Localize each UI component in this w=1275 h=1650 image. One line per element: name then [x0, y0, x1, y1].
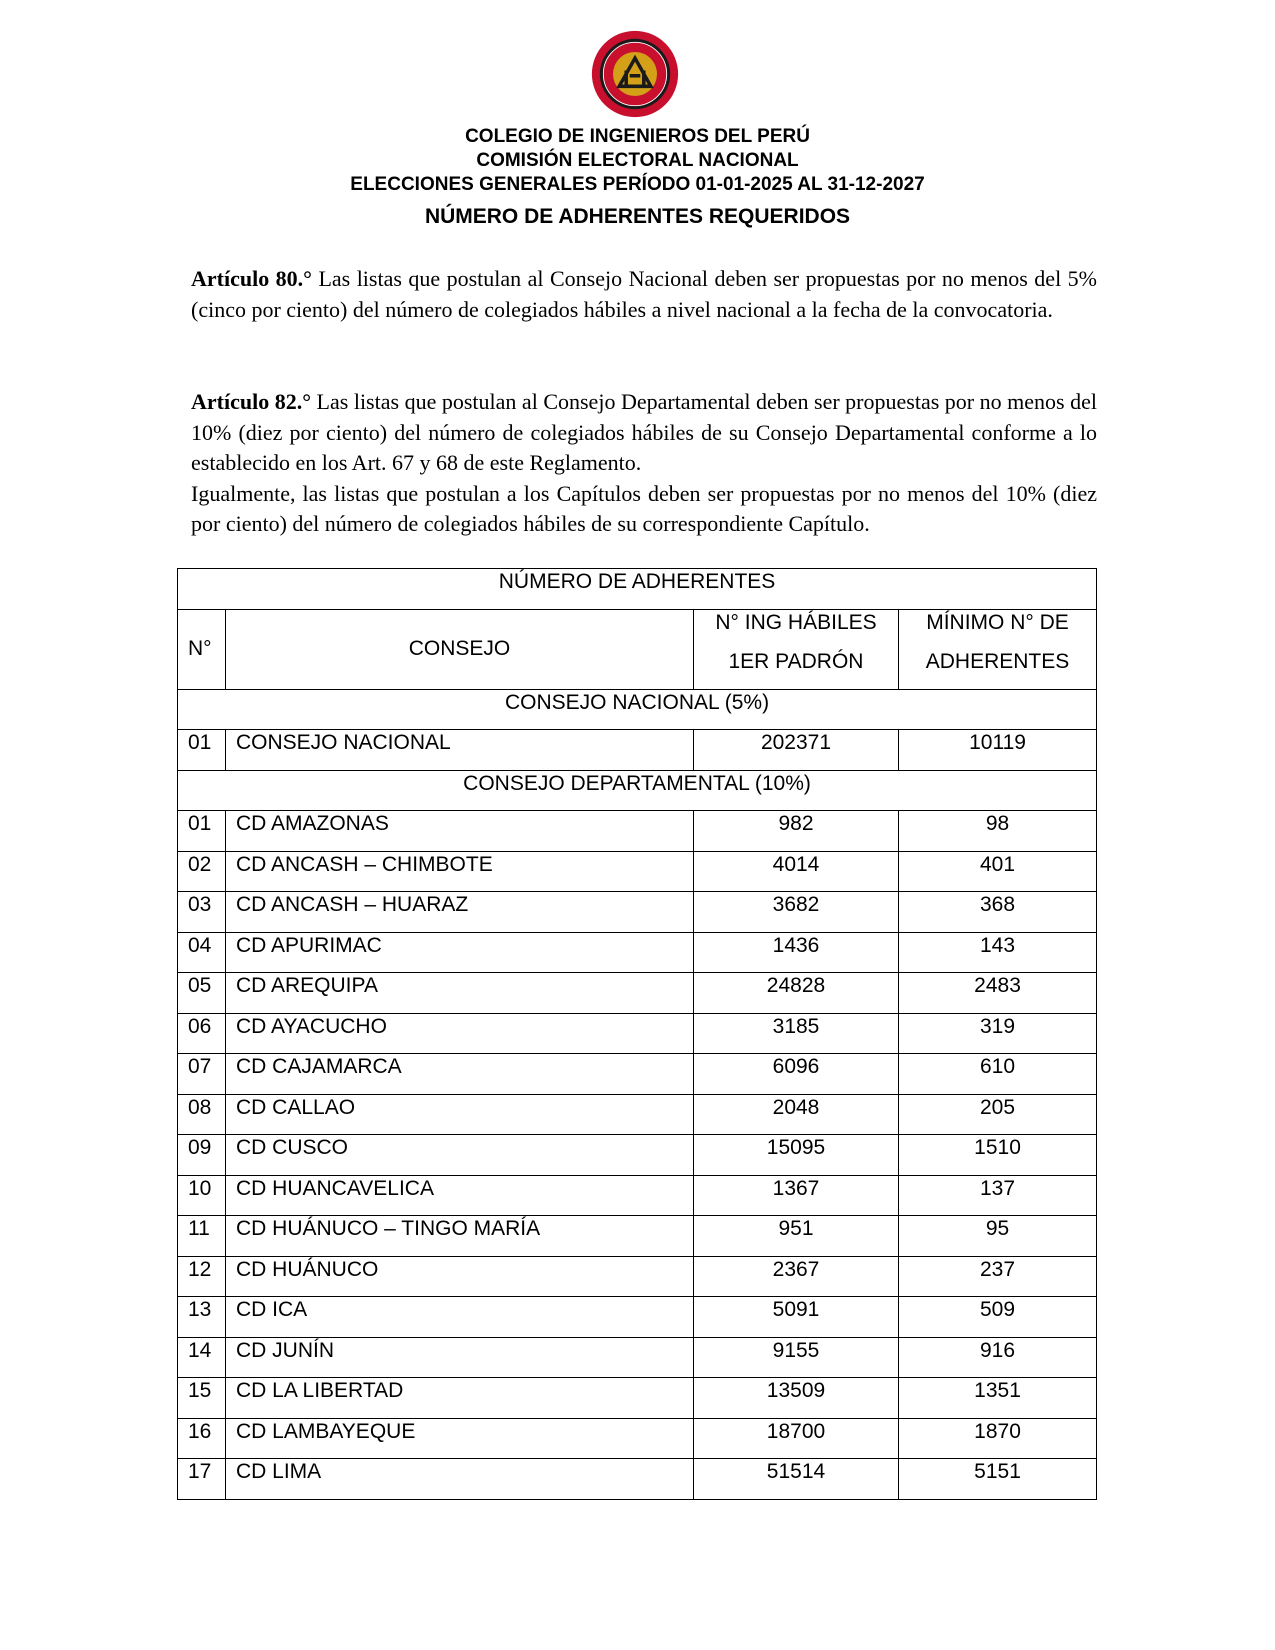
- row-consejo: CD HUANCAVELICA: [226, 1175, 694, 1216]
- table-header-row: [178, 609, 1097, 649]
- article-82-text: Las listas que postulan al Consejo Departamental deben ser propuestas por no menos del 10% (diez por ciento) del número de colegiados hábiles de su Consejo Departamental conforme a lo establecido en los Art. 67 y 68 de este Reglamento.: [191, 389, 1097, 475]
- section-departamental: CONSEJO DEPARTAMENTAL (10%): [178, 770, 1097, 811]
- row-n: 01: [178, 811, 226, 852]
- row-minimo: 2483: [899, 973, 1097, 1014]
- row-n: 10: [178, 1175, 226, 1216]
- adherents-table: [177, 568, 1097, 1500]
- col-header-habiles-1: N° ING HÁBILES: [694, 609, 899, 649]
- row-habiles: 2048: [694, 1094, 899, 1135]
- row-n: 06: [178, 1013, 226, 1054]
- row-minimo: 237: [899, 1256, 1097, 1297]
- row-consejo: CD JUNÍN: [226, 1337, 694, 1378]
- col-header-habiles-2: 1ER PADRÓN: [694, 649, 899, 689]
- table-row: [178, 1175, 1097, 1216]
- row-minimo: 10119: [899, 730, 1097, 771]
- row-habiles: 2367: [694, 1256, 899, 1297]
- row-consejo: CD HUÁNUCO – TINGO MARÍA: [226, 1216, 694, 1257]
- table-row: [178, 892, 1097, 933]
- row-n: 08: [178, 1094, 226, 1135]
- row-minimo: 1510: [899, 1135, 1097, 1176]
- table-title: NÚMERO DE ADHERENTES: [178, 569, 1097, 610]
- row-habiles: 3682: [694, 892, 899, 933]
- row-minimo: 143: [899, 932, 1097, 973]
- article-82-text-2: Igualmente, las listas que postulan a los Capítulos deben ser propuestas por no menos del 10% (diez por ciento) del número de colegiados hábiles de su correspondiente Capítulo.: [191, 480, 1097, 536]
- row-n: 17: [178, 1459, 226, 1500]
- header-college: COLEGIO DE INGENIEROS DEL PERÚ: [465, 126, 810, 147]
- row-minimo: 509: [899, 1297, 1097, 1338]
- row-habiles: 1436: [694, 932, 899, 973]
- row-minimo: 916: [899, 1337, 1097, 1378]
- table-row: [178, 1337, 1097, 1378]
- row-consejo: CONSEJO NACIONAL: [226, 730, 694, 771]
- table-row: [178, 1094, 1097, 1135]
- row-consejo: CD LA LIBERTAD: [226, 1378, 694, 1419]
- table-row: [178, 1135, 1097, 1176]
- section-departamental-row: [178, 770, 1097, 811]
- row-consejo: CD AREQUIPA: [226, 973, 694, 1014]
- table-row: [178, 973, 1097, 1014]
- row-minimo: 1351: [899, 1378, 1097, 1419]
- col-header-minimo-2: ADHERENTES: [899, 649, 1097, 689]
- row-n: 16: [178, 1418, 226, 1459]
- row-n: 12: [178, 1256, 226, 1297]
- row-n: 03: [178, 892, 226, 933]
- table-row: [178, 932, 1097, 973]
- table-row: [178, 1378, 1097, 1419]
- table-row: [178, 1054, 1097, 1095]
- row-habiles: 51514: [694, 1459, 899, 1500]
- header-commission: COMISIÓN ELECTORAL NACIONAL: [476, 150, 799, 171]
- row-consejo: CD LAMBAYEQUE: [226, 1418, 694, 1459]
- table-row: [178, 1297, 1097, 1338]
- row-habiles: 9155: [694, 1337, 899, 1378]
- row-n: 09: [178, 1135, 226, 1176]
- row-minimo: 205: [899, 1094, 1097, 1135]
- article-82: [191, 387, 1097, 540]
- row-consejo: CD AMAZONAS: [226, 811, 694, 852]
- row-habiles: 3185: [694, 1013, 899, 1054]
- table-title-row: [178, 569, 1097, 610]
- row-minimo: 1870: [899, 1418, 1097, 1459]
- row-habiles: 18700: [694, 1418, 899, 1459]
- table-row: [178, 811, 1097, 852]
- row-minimo: 368: [899, 892, 1097, 933]
- row-consejo: CD CALLAO: [226, 1094, 694, 1135]
- table-row: [178, 851, 1097, 892]
- row-habiles: 1367: [694, 1175, 899, 1216]
- row-n: 07: [178, 1054, 226, 1095]
- row-n: 02: [178, 851, 226, 892]
- table-row: [178, 1256, 1097, 1297]
- section-nacional-row: [178, 689, 1097, 730]
- col-header-minimo-1: MÍNIMO N° DE: [899, 609, 1097, 649]
- row-minimo: 137: [899, 1175, 1097, 1216]
- article-80-text: Las listas que postulan al Consejo Nacional deben ser propuestas por no menos del 5% (cinco por ciento) del número de colegiados hábiles a nivel nacional a la fecha de la convocatoria.: [191, 266, 1097, 322]
- table-row: [178, 1459, 1097, 1500]
- col-header-n: N°: [178, 609, 226, 689]
- header-elections: ELECCIONES GENERALES PERÍODO 01-01-2025 AL 31-12-2027: [350, 174, 925, 195]
- row-consejo: CD LIMA: [226, 1459, 694, 1500]
- row-consejo: CD ANCASH – CHIMBOTE: [226, 851, 694, 892]
- row-n: 11: [178, 1216, 226, 1257]
- row-n: 13: [178, 1297, 226, 1338]
- row-habiles: 6096: [694, 1054, 899, 1095]
- row-n: 15: [178, 1378, 226, 1419]
- row-consejo: CD CUSCO: [226, 1135, 694, 1176]
- row-consejo: CD ANCASH – HUARAZ: [226, 892, 694, 933]
- section-nacional: CONSEJO NACIONAL (5%): [178, 689, 1097, 730]
- row-habiles: 202371: [694, 730, 899, 771]
- row-consejo: CD APURIMAC: [226, 932, 694, 973]
- row-minimo: 98: [899, 811, 1097, 852]
- row-n: 05: [178, 973, 226, 1014]
- article-82-label: Artículo 82.°: [191, 389, 312, 414]
- row-minimo: 95: [899, 1216, 1097, 1257]
- row-consejo: CD CAJAMARCA: [226, 1054, 694, 1095]
- cip-seal-icon: [591, 30, 679, 118]
- row-habiles: 15095: [694, 1135, 899, 1176]
- page-title: NÚMERO DE ADHERENTES REQUERIDOS: [424, 205, 851, 228]
- row-habiles: 4014: [694, 851, 899, 892]
- row-habiles: 982: [694, 811, 899, 852]
- row-habiles: 13509: [694, 1378, 899, 1419]
- row-habiles: 24828: [694, 973, 899, 1014]
- col-header-consejo: CONSEJO: [226, 609, 694, 689]
- table-row: [178, 1418, 1097, 1459]
- row-habiles: 5091: [694, 1297, 899, 1338]
- row-consejo: CD ICA: [226, 1297, 694, 1338]
- table-row: [178, 1013, 1097, 1054]
- table-row: [178, 730, 1097, 771]
- table-row: [178, 1216, 1097, 1257]
- row-minimo: 5151: [899, 1459, 1097, 1500]
- row-n: 14: [178, 1337, 226, 1378]
- row-minimo: 401: [899, 851, 1097, 892]
- article-80: [191, 264, 1097, 325]
- row-habiles: 951: [694, 1216, 899, 1257]
- row-minimo: 610: [899, 1054, 1097, 1095]
- row-consejo: CD AYACUCHO: [226, 1013, 694, 1054]
- row-minimo: 319: [899, 1013, 1097, 1054]
- row-n: 04: [178, 932, 226, 973]
- row-consejo: CD HUÁNUCO: [226, 1256, 694, 1297]
- row-n: 01: [178, 730, 226, 771]
- article-80-label: Artículo 80.°: [191, 266, 312, 291]
